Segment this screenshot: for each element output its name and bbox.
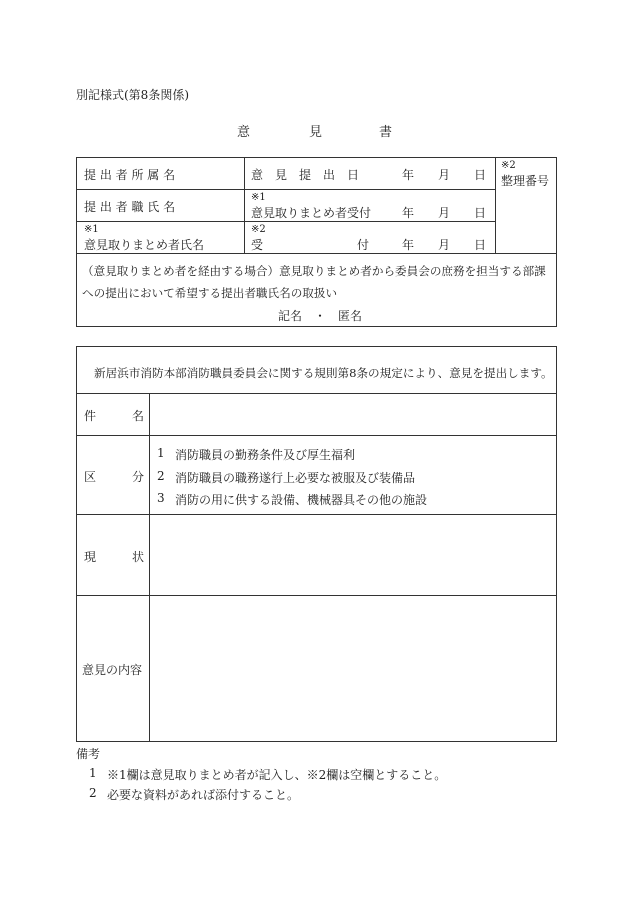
submission-date-label: 意 見 提 出 日: [251, 168, 360, 182]
category-num-1: 1: [157, 446, 165, 460]
receipt-label: 意見取りまとめ者受付: [251, 206, 372, 220]
status-label-2: 状: [132, 550, 145, 564]
category-label-1: 区: [84, 470, 97, 484]
receipt-day: 日: [474, 206, 487, 220]
uketsuke-right: 付: [357, 238, 370, 252]
uketsuke-year: 年: [402, 238, 415, 252]
intro-text: 新居浜市消防本部消防職員委員会に関する規則第8条の規定により、意見を提出します。: [94, 366, 553, 380]
seiri-label: 整理番号: [501, 174, 550, 188]
item-label-2: 名: [132, 409, 145, 423]
submission-day: 日: [474, 168, 487, 182]
handling-line-1: （意見取りまとめ者を経由する場合）意見取りまとめ者から委員会の庶務を担当する部課: [82, 264, 546, 278]
category-num-2: 2: [157, 469, 165, 483]
receipt-month: 月: [438, 206, 451, 220]
submission-month: 月: [438, 168, 451, 182]
handling-options: 記名 ・ 匿名: [278, 309, 363, 323]
status-label-1: 現: [84, 550, 97, 564]
category-text-1: 消防職員の勤務条件及び厚生福利: [175, 448, 356, 462]
doc-title-1: 意: [237, 125, 251, 140]
category-label-2: 分: [132, 470, 145, 484]
name-label: 提 出 者 職 氏 名: [84, 200, 176, 214]
uketsuke-note: ※2: [251, 224, 266, 235]
seiri-note: ※2: [501, 160, 516, 171]
item-label-1: 件: [84, 409, 97, 423]
submission-year: 年: [402, 168, 415, 182]
uketsuke-left: 受: [251, 238, 264, 252]
doc-title-3: 書: [379, 125, 393, 140]
affiliation-label: 提 出 者 所 属 名: [84, 168, 176, 182]
category-text-2: 消防職員の職務遂行上必要な被服及び装備品: [175, 471, 416, 485]
form-label: 別記様式(第8条関係): [76, 88, 189, 102]
remarks-title: 備考: [76, 747, 101, 761]
receipt-note: ※1: [251, 192, 266, 203]
uketsuke-day: 日: [474, 238, 487, 252]
compiler-label: 意見取りまとめ者氏名: [84, 238, 205, 252]
remark-num-2: 2: [89, 786, 97, 800]
handling-line-2: への提出において希望する提出者職氏名の取扱い: [82, 286, 338, 300]
remark-num-1: 1: [89, 766, 97, 780]
receipt-year: 年: [402, 206, 415, 220]
uketsuke-month: 月: [438, 238, 451, 252]
content-label: 意見の内容: [82, 663, 143, 677]
doc-title-2: 見: [309, 125, 323, 140]
category-text-3: 消防の用に供する設備、機械器具その他の施設: [175, 493, 428, 507]
remark-text-2: 必要な資料があれば添付すること。: [107, 788, 300, 802]
compiler-note: ※1: [84, 224, 99, 235]
category-num-3: 3: [157, 491, 165, 505]
remark-text-1: ※1欄は意見取りまとめ者が記入し、※2欄は空欄とすること。: [107, 768, 447, 782]
